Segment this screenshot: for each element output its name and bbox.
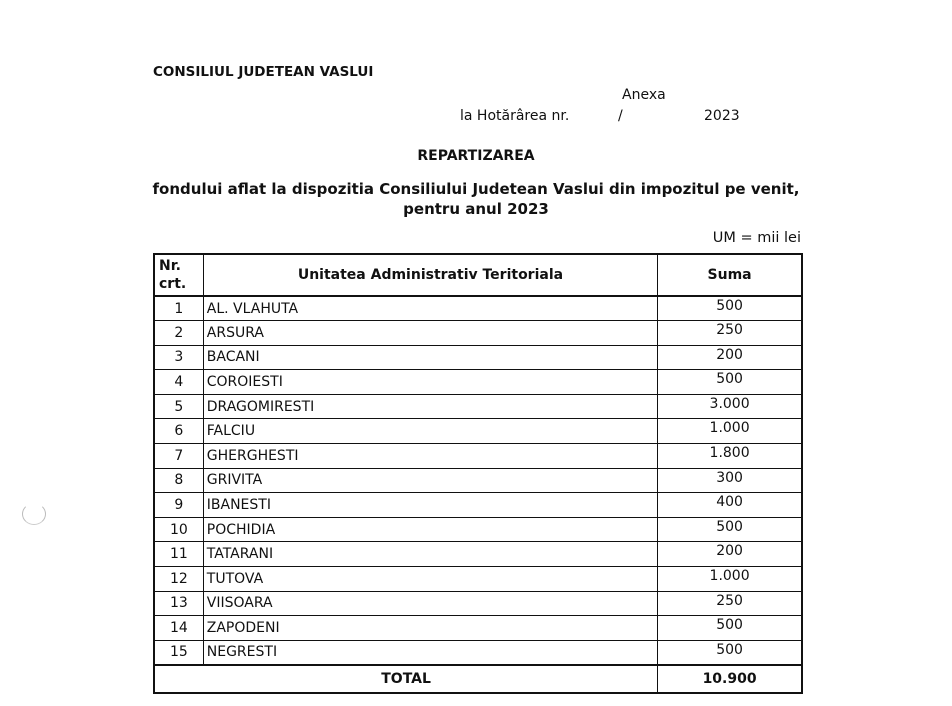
row-suma: 500 — [658, 616, 802, 641]
row-uat-name: ZAPODENI — [203, 616, 657, 641]
row-nr: 12 — [154, 567, 203, 592]
decision-prefix: la Hotărârea nr. — [460, 108, 570, 124]
decision-separator: / — [618, 108, 623, 124]
row-suma: 1.800 — [658, 444, 802, 469]
row-suma: 3.000 — [658, 394, 802, 419]
row-suma: 500 — [658, 296, 802, 321]
row-uat-name: TUTOVA — [203, 567, 657, 592]
table-row — [154, 444, 802, 469]
row-nr: 1 — [154, 296, 203, 321]
table-row — [154, 345, 802, 370]
row-suma: 200 — [658, 345, 802, 370]
table-row — [154, 640, 802, 665]
table-row — [154, 493, 802, 518]
row-nr: 13 — [154, 591, 203, 616]
row-uat-name: GHERGHESTI — [203, 444, 657, 469]
table-row — [154, 591, 802, 616]
row-nr: 10 — [154, 517, 203, 542]
row-uat-name: GRIVITA — [203, 468, 657, 493]
row-suma: 250 — [658, 321, 802, 346]
row-nr: 9 — [154, 493, 203, 518]
row-nr: 5 — [154, 394, 203, 419]
row-uat-name: COROIESTI — [203, 370, 657, 395]
table-row — [154, 321, 802, 346]
row-suma: 500 — [658, 640, 802, 665]
row-suma: 1.000 — [658, 419, 802, 444]
row-nr: 6 — [154, 419, 203, 444]
row-uat-name: POCHIDIA — [203, 517, 657, 542]
allocation-table — [153, 253, 803, 694]
total-value: 10.900 — [658, 665, 802, 693]
row-uat-name: BACANI — [203, 345, 657, 370]
col-header-nr-line2: crt. — [159, 276, 187, 292]
document-subtitle-line1: fondului aflat la dispozitia Consiliului Judetean Vaslui din impozitul pe venit, — [152, 180, 800, 198]
row-uat-name: TATARANI — [203, 542, 657, 567]
table-row — [154, 567, 802, 592]
row-suma: 200 — [658, 542, 802, 567]
col-header-nr-line1: Nr. — [159, 258, 181, 274]
row-suma: 400 — [658, 493, 802, 518]
row-nr: 14 — [154, 616, 203, 641]
col-header-uat: Unitatea Administrativ Teritoriala — [203, 254, 657, 296]
punch-hole-mark — [22, 503, 46, 525]
row-uat-name: VIISOARA — [203, 591, 657, 616]
table-row — [154, 370, 802, 395]
decision-year: 2023 — [704, 108, 740, 124]
row-uat-name: IBANESTI — [203, 493, 657, 518]
row-suma: 500 — [658, 370, 802, 395]
document-subtitle-line2: pentru anul 2023 — [403, 200, 549, 218]
document-title: REPARTIZAREA — [417, 148, 535, 164]
decision-reference — [460, 108, 740, 124]
table-body — [154, 296, 802, 665]
total-label: TOTAL — [154, 665, 658, 693]
unit-note: UM = mii lei — [712, 230, 801, 246]
row-nr: 7 — [154, 444, 203, 469]
row-suma: 300 — [658, 468, 802, 493]
table-row — [154, 419, 802, 444]
row-nr: 11 — [154, 542, 203, 567]
row-suma: 250 — [658, 591, 802, 616]
table-total-row — [154, 665, 802, 693]
table-row — [154, 616, 802, 641]
row-uat-name: NEGRESTI — [203, 640, 657, 665]
table-row — [154, 394, 802, 419]
row-nr: 8 — [154, 468, 203, 493]
table-row — [154, 517, 802, 542]
annex-label: Anexa — [622, 87, 666, 103]
row-uat-name: AL. VLAHUTA — [203, 296, 657, 321]
col-header-suma: Suma — [658, 254, 802, 296]
row-uat-name: DRAGOMIRESTI — [203, 394, 657, 419]
row-uat-name: ARSURA — [203, 321, 657, 346]
table-row — [154, 468, 802, 493]
row-nr: 15 — [154, 640, 203, 665]
issuer-name: CONSILIUL JUDETEAN VASLUI — [153, 64, 374, 80]
row-nr: 3 — [154, 345, 203, 370]
row-nr: 4 — [154, 370, 203, 395]
row-suma: 500 — [658, 517, 802, 542]
table-header-row — [154, 254, 802, 296]
col-header-nr — [154, 254, 203, 296]
row-nr: 2 — [154, 321, 203, 346]
table-row — [154, 296, 802, 321]
table-row — [154, 542, 802, 567]
row-suma: 1.000 — [658, 567, 802, 592]
row-uat-name: FALCIU — [203, 419, 657, 444]
